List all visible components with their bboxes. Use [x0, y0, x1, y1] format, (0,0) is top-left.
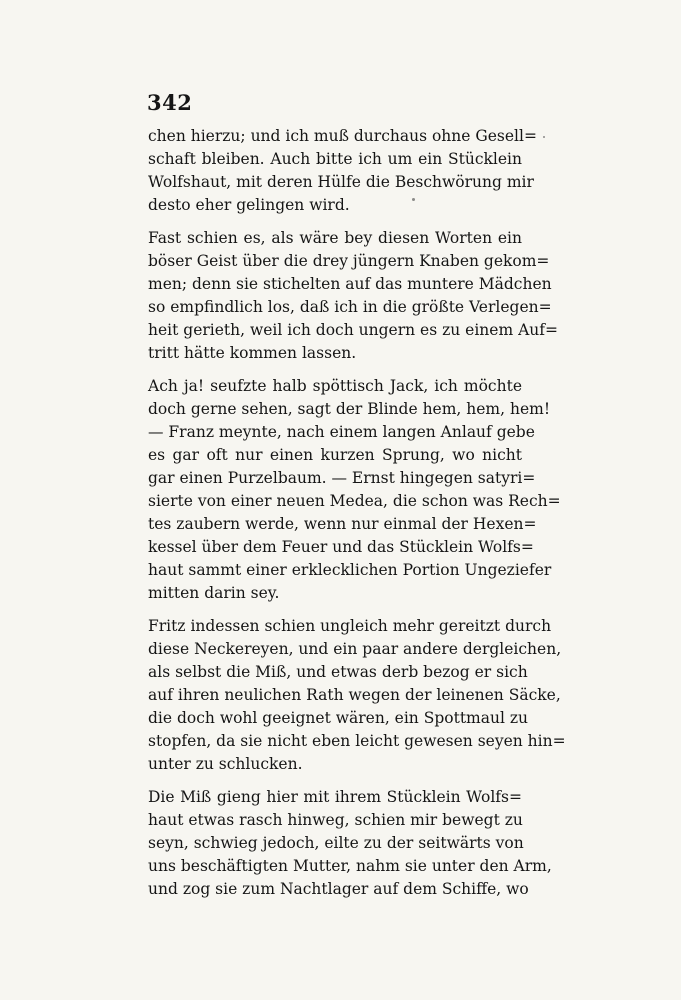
text-line: stopfen, da sie nicht eben leicht gewesen seyen hin=: [148, 732, 566, 750]
text-line: desto eher gelingen wird.: [148, 196, 350, 214]
text-line: so empfindlich los, daß ich in die größte Verlegen=: [148, 298, 552, 316]
text-line: böser Geist über die drey jüngern Knaben gekom=: [148, 252, 550, 270]
text-line: men; denn sie stichelten auf das muntere Mädchen: [148, 275, 552, 293]
print-speck: [543, 136, 545, 138]
body-text: [148, 125, 566, 911]
page-number: 342: [147, 90, 193, 115]
text-line: Die Miß gieng hier mit ihrem Stücklein Wolfs=: [148, 788, 522, 806]
text-line: unter zu schlucken.: [148, 755, 303, 773]
text-line: uns beschäftigten Mutter, nahm sie unter den Arm,: [148, 857, 552, 875]
text-line: heit gerieth, weil ich doch ungern es zu einem Auf=: [148, 321, 558, 339]
paragraph: [148, 786, 552, 901]
text-line: diese Neckereyen, und ein paar andere dergleichen,: [148, 640, 562, 658]
text-line: seyn, schwieg jedoch, eilte zu der seitwärts von: [148, 834, 524, 852]
paragraph: [148, 227, 558, 365]
text-line: chen hierzu; und ich muß durchaus ohne Gesell=: [148, 127, 537, 145]
text-line: Fritz indessen schien ungleich mehr gereitzt durch: [148, 617, 552, 635]
text-line: gar einen Purzelbaum. — Ernst hingegen satyri=: [148, 469, 536, 487]
text-line: es gar oft nur einen kurzen Sprung, wo nicht: [148, 446, 522, 464]
text-line: die doch wohl geeignet wären, ein Spottmaul zu: [148, 709, 528, 727]
text-line: schaft bleiben. Auch bitte ich um ein Stücklein: [148, 150, 522, 168]
paragraph: [148, 375, 561, 605]
print-speck: [412, 198, 415, 201]
paragraph: [148, 125, 537, 217]
text-line: sierte von einer neuen Medea, die schon was Rech=: [148, 492, 561, 510]
text-line: mitten darin sey.: [148, 584, 280, 602]
text-line: als selbst die Miß, und etwas derb bezog er sich: [148, 663, 528, 681]
text-line: — Franz meynte, nach einem langen Anlauf gebe: [148, 423, 535, 441]
text-line: haut sammt einer erklecklichen Portion Ungeziefer: [148, 561, 552, 579]
text-line: auf ihren neulichen Rath wegen der leinenen Säcke,: [148, 686, 561, 704]
text-line: tes zaubern werde, wenn nur einmal der Hexen=: [148, 515, 537, 533]
text-line: doch gerne sehen, sagt der Blinde hem, hem, hem!: [148, 400, 551, 418]
text-line: kessel über dem Feuer und das Stücklein Wolfs=: [148, 538, 534, 556]
text-line: und zog sie zum Nachtlager auf dem Schiffe, wo: [148, 880, 529, 898]
text-line: Ach ja! seufzte halb spöttisch Jack, ich möchte: [148, 377, 522, 395]
text-line: haut etwas rasch hinweg, schien mir bewegt zu: [148, 811, 523, 829]
text-line: Fast schien es, als wäre bey diesen Worten ein: [148, 229, 522, 247]
text-line: Wolfshaut, mit deren Hülfe die Beschwörung mir: [148, 173, 534, 191]
paragraph: [148, 615, 566, 776]
text-line: tritt hätte kommen lassen.: [148, 344, 357, 362]
